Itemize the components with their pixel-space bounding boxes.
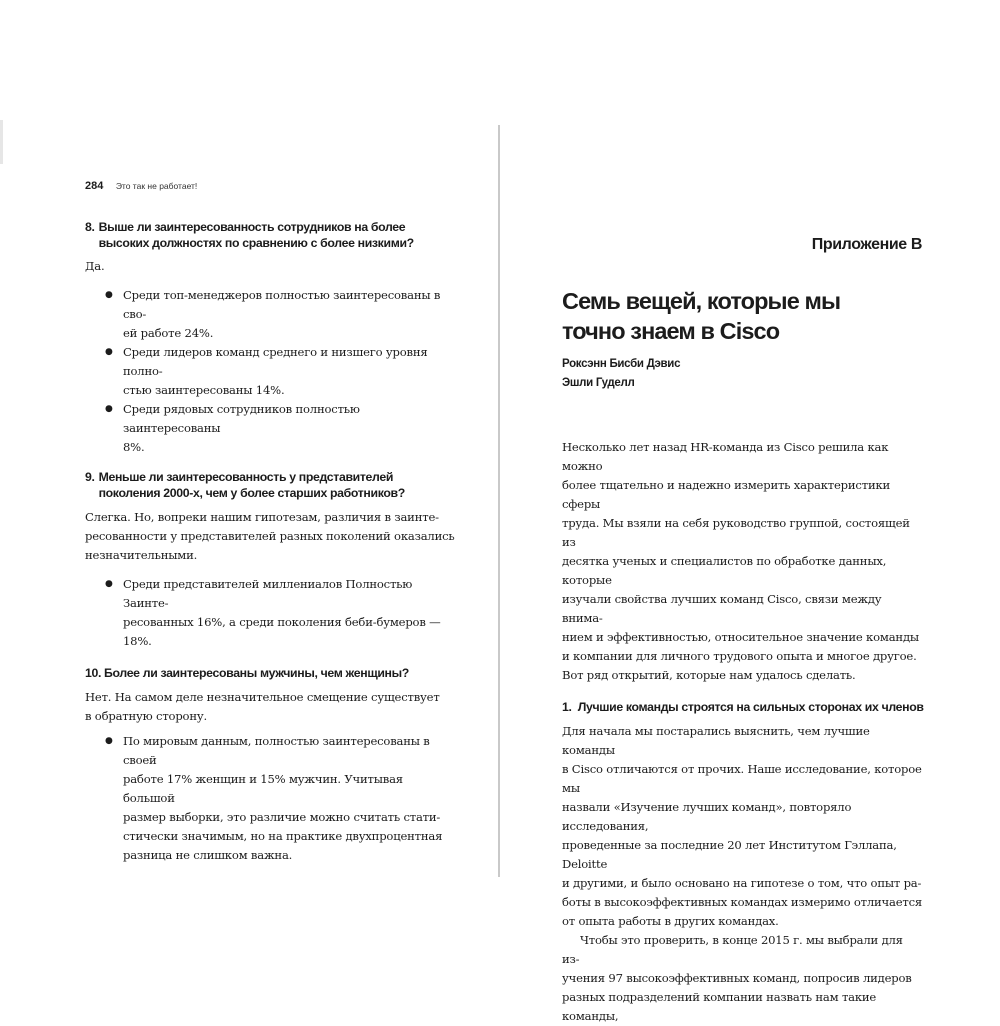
- answer-line: Да.: [85, 259, 105, 273]
- answer-text: [85, 257, 455, 276]
- paragraph-line: проведенные за последние 20 лет Институтом Гэллапа, Deloitte: [562, 838, 897, 871]
- question-heading: [85, 219, 455, 251]
- list-item-line: Среди рядовых сотрудников полностью заинтересованы: [123, 402, 360, 435]
- body-paragraph: [562, 722, 922, 931]
- bullet-icon: ●: [105, 404, 113, 414]
- list-item-line: стически значимым, но на практике двухпроцентная: [123, 829, 443, 843]
- left-page: [85, 176, 455, 865]
- question-section-8: [85, 219, 455, 457]
- bullet-list: [85, 732, 455, 865]
- question-heading: [85, 469, 455, 501]
- answer-text: [85, 688, 455, 726]
- question-number: 8.: [85, 220, 95, 234]
- list-item: [105, 343, 455, 400]
- running-head: [85, 176, 455, 194]
- bullet-icon: ●: [105, 579, 113, 589]
- chapter-body: [562, 438, 922, 1026]
- list-item-line: ресованных 16%, а среди поколения беби-бумеров — 18%.: [123, 615, 441, 648]
- chapter-title: [562, 286, 922, 346]
- paragraph-line: труда. Мы взяли на себя руководство группой, состоящей из: [562, 516, 910, 549]
- list-item-line: 8%.: [123, 440, 145, 454]
- paragraph-line: изучали свойства лучших команд Cisco, связи между внима-: [562, 592, 882, 625]
- list-item-line: стью заинтересованы 14%.: [123, 383, 285, 397]
- question-line: Более ли заинтересованы мужчины, чем женщины?: [104, 666, 409, 680]
- question-section-9: [85, 469, 455, 651]
- paragraph-line: учения 97 высокоэффективных команд, попросив лидеров: [562, 971, 912, 985]
- list-item: [105, 400, 455, 457]
- answer-line: ресованности у представителей разных поколений оказались: [85, 529, 455, 543]
- answer-line: Нет. На самом деле незначительное смещение существует: [85, 690, 440, 704]
- answer-line: Слегка. Но, вопреки нашим гипотезам, различия в заинте-: [85, 510, 439, 524]
- paragraph-line: и другими, и было основано на гипотезе о том, что опыт ра-: [562, 876, 922, 890]
- body-paragraph: [562, 931, 922, 1026]
- list-item-line: размер выборки, это различие можно считать стати-: [123, 810, 441, 824]
- author-name: Роксэнн Бисби Дэвис: [562, 358, 681, 370]
- question-line: Выше ли заинтересованность сотрудников на более: [98, 220, 406, 234]
- bullet-icon: ●: [105, 736, 113, 746]
- right-page: [562, 236, 924, 1023]
- paragraph-line: нием и эффективностью, относительное значение команды: [562, 630, 919, 644]
- chapter-title-line: точно знаем в Cisco: [562, 318, 780, 344]
- chapter-title-line: Семь вещей, которые мы: [562, 288, 841, 314]
- list-item-line: Среди топ-менеджеров полностью заинтересованы в сво-: [123, 288, 441, 321]
- paragraph-line: Для начала мы постарались выяснить, чем лучшие команды: [562, 724, 870, 757]
- paragraph-line: Несколько лет назад HR-команда из Cisco решила как можно: [562, 440, 889, 473]
- list-item-line: По мировым данным, полностью заинтересованы в своей: [123, 734, 430, 767]
- list-item-line: разница не слишком важна.: [123, 848, 293, 862]
- paragraph-line: разных подразделений компании назвать нам такие команды,: [562, 990, 877, 1023]
- paragraph-line: более тщательно и надежно измерить характеристики сферы: [562, 478, 891, 511]
- list-item-line: Среди лидеров команд среднего и низшего уровня полно-: [123, 345, 428, 378]
- paragraph-line: и компании для личного трудового опыта и многое другое.: [562, 649, 917, 663]
- paragraph-line: в Cisco отличаются от прочих. Наше исследование, которое мы: [562, 762, 922, 795]
- section-heading: 1. Лучшие команды строятся на сильных сторонах их членов: [562, 700, 924, 714]
- page-edge-mark: [0, 120, 3, 164]
- question-number: 10.: [85, 666, 102, 680]
- answer-line: в обратную сторону.: [85, 709, 207, 723]
- appendix-label: Приложение В: [811, 236, 922, 253]
- list-item-line: ей работе 24%.: [123, 326, 214, 340]
- list-item-line: Среди представителей миллениалов Полностью Заинте-: [123, 577, 413, 610]
- answer-text: [85, 508, 455, 565]
- bullet-list: [85, 286, 455, 457]
- question-heading: [85, 665, 455, 681]
- question-number: 9.: [85, 470, 95, 484]
- bullet-icon: ●: [105, 347, 113, 357]
- paragraph-line: десятка ученых и специалистов по обработке данных, которые: [562, 554, 887, 587]
- paragraph-line: Вот ряд открытий, которые нам удалось сделать.: [562, 668, 856, 682]
- bullet-list: [85, 575, 455, 651]
- paragraph-line: от опыта работы в других командах.: [562, 914, 779, 928]
- question-line: высоких должностях по сравнению с более низкими?: [98, 236, 414, 250]
- author-name: Эшли Гуделл: [562, 377, 635, 389]
- question-line: Меньше ли заинтересованность у представителей: [98, 470, 394, 484]
- question-line: поколения 2000-х, чем у более старших работников?: [98, 486, 405, 500]
- running-title: Это так не работает!: [115, 181, 198, 191]
- paragraph-line: назвали «Изучение лучших команд», повторяло исследования,: [562, 800, 852, 833]
- list-item-line: работе 17% женщин и 15% мужчин. Учитывая большой: [123, 772, 403, 805]
- list-item: [105, 575, 455, 651]
- page-number: 284: [85, 180, 104, 192]
- paragraph-line: Чтобы это проверить, в конце 2015 г. мы выбрали для из-: [562, 933, 903, 966]
- question-section-10: [85, 665, 455, 865]
- answer-line: незначительными.: [85, 548, 198, 562]
- list-item: [105, 732, 455, 865]
- paragraph-line: боты в высокоэффективных командах измеримо отличается: [562, 895, 923, 909]
- book-gutter: [498, 125, 500, 877]
- list-item: [105, 286, 455, 343]
- bullet-icon: ●: [105, 290, 113, 300]
- authors: [562, 355, 680, 393]
- intro-paragraph: [562, 438, 922, 685]
